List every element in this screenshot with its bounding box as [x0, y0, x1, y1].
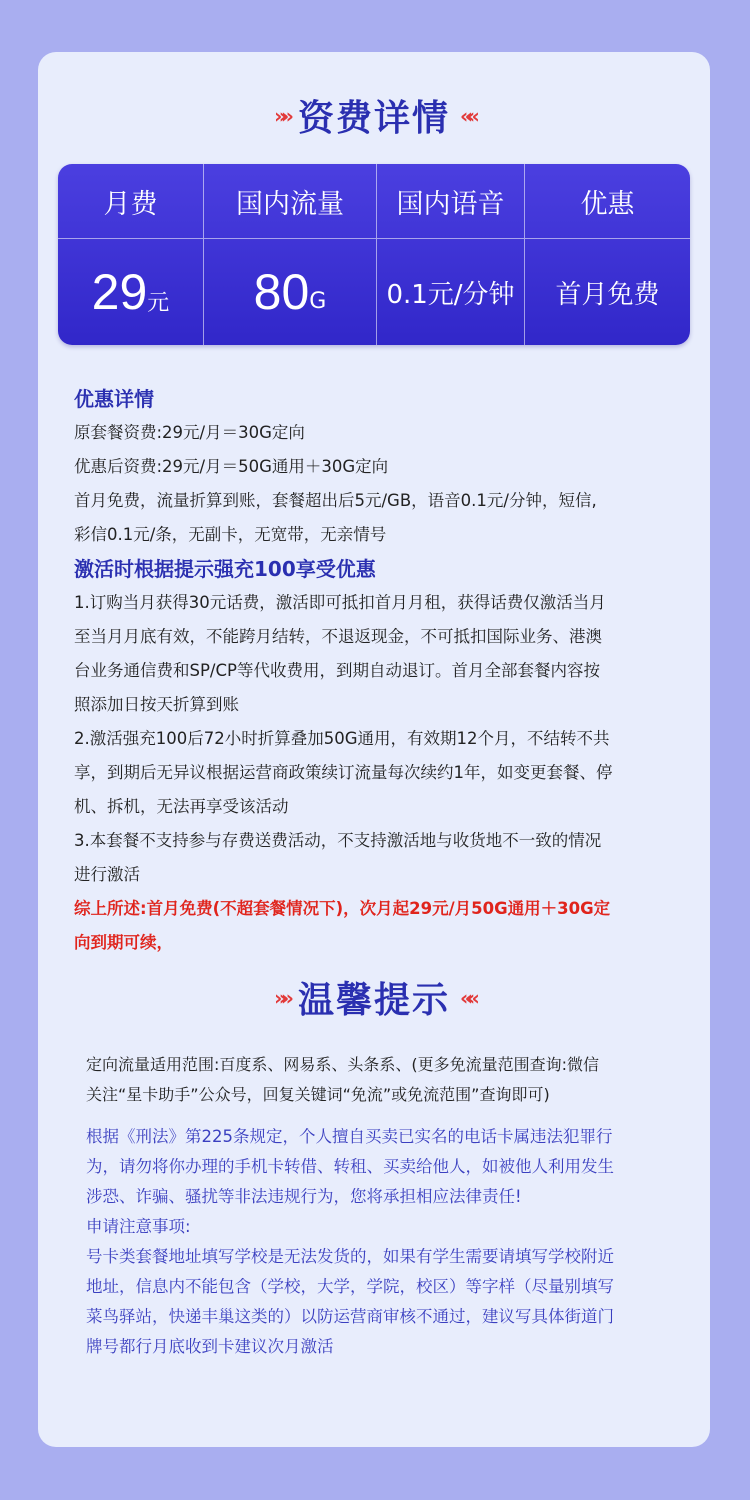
header-domestic-data: 国内流量 [204, 164, 377, 238]
fee-unit: 元 [147, 290, 170, 316]
header-promo: 优惠 [580, 188, 635, 220]
value-promo [525, 239, 690, 345]
price-table [58, 164, 690, 345]
detail-line: 原套餐资费:29元/月＝30G定向 [74, 423, 305, 442]
activation-line: 享，到期后无异议根据运营商政策续订流量每次续约1年，如变更套餐、停 [74, 763, 613, 782]
detail-line: 优惠后资费:29元/月＝50G通用＋30G定向 [74, 457, 389, 476]
content-card [38, 52, 710, 1447]
activation-line: 3.本套餐不支持参与存费送费活动，不支持激活地与收货地不一致的情况 [74, 831, 602, 850]
law-line: 为，请勿将你办理的手机卡转借、转租、买卖给他人，如被他人利用发生 [86, 1157, 614, 1176]
data-number: 80 [253, 264, 310, 320]
fee-number: 29 [91, 264, 148, 320]
detail-line: 首月免费，流量折算到账，套餐超出后5元/GB，语音0.1元/分钟，短信, [74, 491, 597, 510]
notice-line: 号卡类套餐地址填写学校是无法发货的，如果有学生需要请填写学校附近 [86, 1247, 614, 1266]
scope-line: 关注“星卡助手”公众号，回复关键词“免流”或免流范围”查询即可) [86, 1085, 550, 1104]
summary-line: 综上所述:首月免费(不超套餐情况下)，次月起29元/月50G通用＋30G定 [74, 899, 611, 918]
spacer [86, 1110, 690, 1122]
activation-line: 进行激活 [74, 865, 140, 884]
header-domestic-voice: 国内语音 [377, 164, 525, 238]
section-title-text: 资费详情 [297, 97, 450, 139]
activation-line: 台业务通信费和SP/CP等代收费用，到期自动退订。首月全部套餐内容按 [74, 661, 600, 680]
chevron-right-icon: »» [274, 985, 288, 1010]
law-line: 根据《刑法》第225条规定，个人擅自买卖已实名的电话卡属违法犯罪行 [86, 1127, 613, 1146]
detail-line: 彩信0.1元/条，无副卡，无宽带，无亲情号 [74, 525, 387, 544]
summary-line: 向到期可续， [74, 933, 173, 952]
activation-line: 机、拆机，无法再享受该活动 [74, 797, 289, 816]
law-line: 涉恐、诈骗、骚扰等非法违规行为，您将承担相应法律责任! [86, 1187, 522, 1206]
promo-details-heading: 优惠详情 [74, 387, 154, 411]
activation-line: 1.订购当月获得30元话费，激活即可抵扣首月月租，获得话费仅激活当月 [74, 593, 606, 612]
price-table-header [58, 164, 690, 238]
notice-heading: 申请注意事项: [86, 1217, 191, 1236]
activation-line: 至当月月底有效，不能跨月结转，不退返现金，不可抵扣国际业务、港澳 [74, 627, 602, 646]
notice-line: 菜鸟驿站，快递丰巢这类的）以防运营商审核不通过，建议写具体街道门 [86, 1307, 614, 1326]
activation-line: 2.激活强充100后72小时折算叠加50G通用，有效期12个月，不结转不共 [74, 729, 610, 748]
promo-text: 首月免费 [555, 279, 660, 310]
header-monthly-fee: 月费 [58, 164, 204, 238]
value-monthly-fee [58, 239, 204, 345]
voice-rate: 0.1元/分钟 [386, 279, 515, 310]
chevron-left-icon: «« [460, 985, 474, 1010]
notice-line: 地址，信息内不能包含（学校，大学，学院，校区）等字样（尽量别填写 [86, 1277, 614, 1296]
notice-line: 牌号都行月底收到卡建议次月激活 [86, 1337, 334, 1356]
activation-heading: 激活时根据提示强充100享受优惠 [74, 557, 376, 581]
activation-line: 照添加日按天折算到账 [74, 695, 239, 714]
chevron-left-icon: «« [460, 103, 474, 128]
section-title-fees [38, 90, 710, 141]
section-title-tips [38, 972, 710, 1023]
value-domestic-data [204, 239, 377, 345]
promo-details [74, 382, 686, 960]
chevron-right-icon: »» [274, 103, 288, 128]
data-unit: G [309, 288, 327, 314]
section-title-text: 温馨提示 [297, 979, 450, 1021]
price-table-values [58, 239, 690, 345]
scope-line: 定向流量适用范围:百度系、网易系、头条系、(更多免流量范围查询:微信 [86, 1055, 600, 1074]
tips-content [86, 1050, 690, 1362]
value-domestic-voice [377, 239, 525, 345]
